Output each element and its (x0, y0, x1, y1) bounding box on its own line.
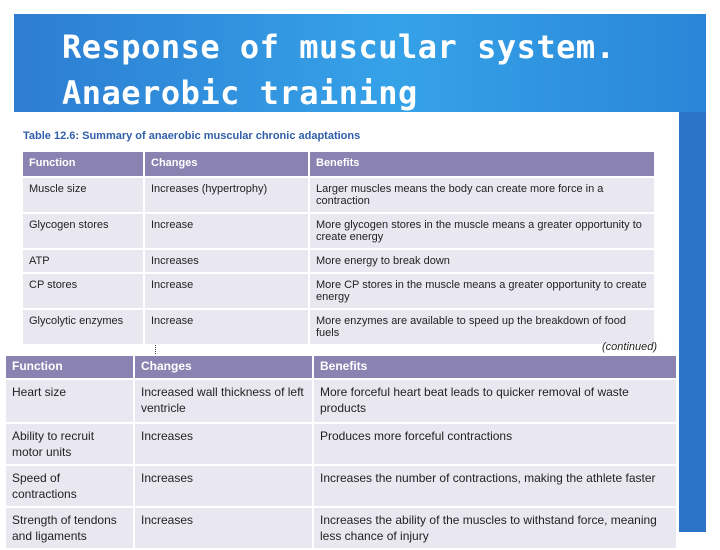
cell-function: Glycogen stores (23, 214, 145, 248)
cell-function: CP stores (23, 274, 145, 308)
cell-changes: Increased wall thickness of left ventricle (135, 380, 314, 422)
cell-benefits: Increases the number of contractions, making the athlete faster (314, 466, 678, 506)
table-caption (23, 130, 360, 142)
cell-benefits: More energy to break down (310, 250, 656, 272)
cell-changes: Increases (145, 250, 310, 272)
cell-benefits: More enzymes are available to speed up the breakdown of food fuels (310, 310, 656, 344)
table-row (23, 250, 656, 272)
cell-function: Ability to recruit motor units (6, 424, 135, 464)
caption-text: Summary of anaerobic muscular chronic adaptations (82, 130, 361, 142)
slide-title (62, 24, 615, 116)
cell-function: Heart size (6, 380, 135, 422)
table-row (23, 274, 656, 308)
header-changes: Changes (145, 152, 310, 176)
title-line-2: Anaerobic training (62, 74, 418, 112)
title-line-1: Response of muscular system. (62, 28, 616, 66)
table-row (23, 178, 656, 212)
cell-function: Glycolytic enzymes (23, 310, 145, 344)
header-function: Function (6, 356, 135, 378)
cell-benefits: Produces more forceful contractions (314, 424, 678, 464)
continued-note: (continued) (602, 341, 658, 353)
cell-function: ATP (23, 250, 145, 272)
table-row (23, 214, 656, 248)
header-changes: Changes (135, 356, 314, 378)
header-benefits: Benefits (314, 356, 678, 378)
table-image-part1 (20, 112, 660, 339)
cell-function: Speed of contractions (6, 466, 135, 506)
cell-benefits: More forceful heart beat leads to quicker removal of waste products (314, 380, 678, 422)
caption-label: Table 12.6: (23, 130, 80, 142)
cell-changes: Increases (135, 466, 314, 506)
cell-benefits: More glycogen stores in the muscle means a greater opportunity to create energy (310, 214, 656, 248)
cell-changes: Increases (135, 424, 314, 464)
cell-benefits: Larger muscles means the body can create more force in a contraction (310, 178, 656, 212)
cell-changes: Increases (135, 508, 314, 548)
cell-function: Strength of tendons and ligaments (6, 508, 135, 548)
table-row (6, 508, 678, 548)
table-row (6, 466, 678, 506)
cell-benefits: More CP stores in the muscle means a greater opportunity to create energy (310, 274, 656, 308)
cell-changes: Increase (145, 214, 310, 248)
cell-function: Muscle size (23, 178, 145, 212)
cell-changes: Increase (145, 310, 310, 344)
accent-bar (679, 112, 706, 532)
adaptations-table-1 (23, 150, 656, 346)
header-benefits: Benefits (310, 152, 656, 176)
cell-changes: Increase (145, 274, 310, 308)
header-function: Function (23, 152, 145, 176)
table-row (23, 310, 656, 344)
adaptations-table-2 (6, 354, 678, 550)
cell-changes: Increases (hypertrophy) (145, 178, 310, 212)
table-row (6, 424, 678, 464)
cell-benefits: Increases the ability of the muscles to withstand force, meaning less chance of injury (314, 508, 678, 548)
table-header-row (6, 356, 678, 378)
table-header-row (23, 152, 656, 176)
table-row (6, 380, 678, 422)
